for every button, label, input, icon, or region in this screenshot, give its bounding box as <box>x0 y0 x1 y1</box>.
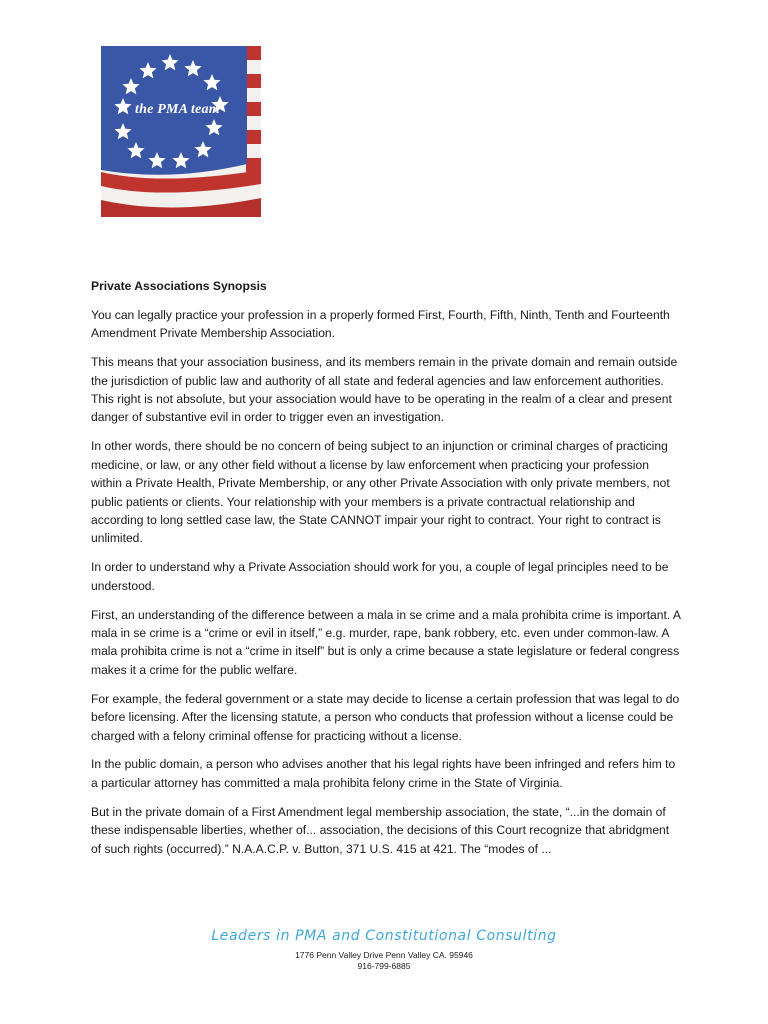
paragraph: In order to understand why a Private Association should work for you, a couple of legal principles need to be understood. <box>91 560 669 593</box>
footer-phone: 916-799-6885 <box>357 961 411 971</box>
pma-team-logo <box>101 46 261 217</box>
footer-tagline: Leaders in PMA and Constitutional Consulting <box>211 928 557 944</box>
paragraph: You can legally practice your profession in a properly formed First, Fourth, Fifth, Ninth, Tenth and Fourteenth Amendment Private Membership Association. <box>91 307 670 341</box>
paragraph: But in the private domain of a First Amendment legal membership association, the state, “...in the domain of these indispensable liberties, whether of... association, the decisions of this Court recognize that abridgment of such rights (occurred).” N.A.A.C.P. v. Button, 371 U.S. 415 at 421. The “modes of ... <box>91 804 670 856</box>
paragraph: In the public domain, a person who advises another that his legal rights have been infringed and refers him to a particular attorney has committed a mala prohibita felony crime in the State of Virginia. <box>91 757 676 790</box>
paragraph: First, an understanding of the difference between a mala in se crime and a mala prohibita crime is important. A mala in se crime is a “crime or evil in itself,” e.g. murder, rape, bank robbery, etc. even under common-law. A mala prohibita crime is not a “crime in itself” but is only a crime because a state legislature or federal congress makes it a crime for the public welfare. <box>91 607 681 677</box>
document-body <box>91 277 681 868</box>
footer <box>0 928 768 972</box>
logo-text: the PMA team <box>135 102 220 117</box>
flag-graphic <box>101 46 261 217</box>
paragraph: This means that your association business, and its members remain in the private domain and remain outside the jurisdiction of public law and authority of all state and federal agencies and law enforcement authorities. This right is not absolute, but your association would have to be operating in the realm of a clear and present danger of substantive evil in order to trigger even an investigation. <box>91 355 678 425</box>
paragraph: For example, the federal government or a state may decide to license a certain profession that was legal to do before licensing. After the licensing statute, a person who conducts that profession without a license could be charged with a felony criminal offense for practicing without a license. <box>91 691 680 743</box>
paragraph: In other words, there should be no concern of being subject to an injunction or criminal charges of practicing medicine, or law, or any other field without a license by law enforcement when practicing your profession within a Private Health, Private Membership, or any other Private Association with only private members, not public patients or clients. Your relationship with your members is a private contractual relationship and according to long settled case law, the State CANNOT impair your right to contract. Your right to contract is unlimited. <box>91 439 670 546</box>
footer-address: 1776 Penn Valley Drive Penn Valley CA. 95946 <box>295 950 473 960</box>
document-title: Private Associations Synopsis <box>91 279 267 293</box>
